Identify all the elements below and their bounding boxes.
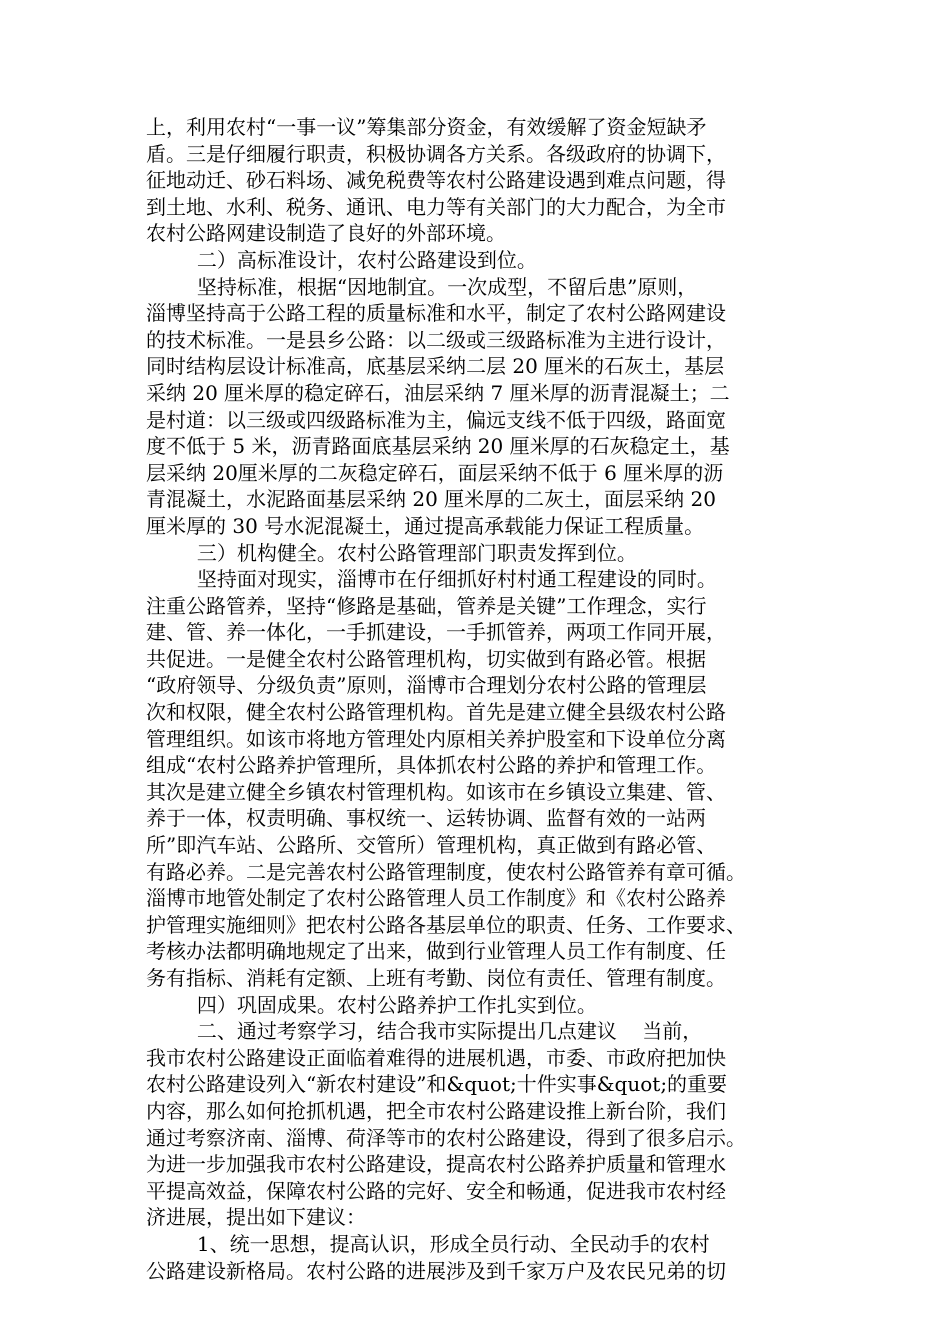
text-line: 三）机构健全。农村公路管理部门职责发挥到位。 [146, 540, 637, 565]
text-line: 有路必养。二是完善农村公路管理制度，使农村公路管养有章可循。 [146, 859, 746, 884]
text-line: 护管理实施细则》把农村公路各基层单位的职责、任务、工作要求、 [146, 912, 746, 937]
text-line: 所”即汽车站、公路所、交管所）管理机构，真正做到有路必管、 [146, 833, 717, 858]
text-line: 务有指标、消耗有定额、上班有考勤、岗位有责任、管理有制度。 [146, 966, 726, 990]
text-line: 是村道：以三级或四级路标准为主，偏远支线不低于四级，路面宽 [146, 407, 726, 432]
text-line: 淄博坚持高于公路工程的质量标准和水平，制定了农村公路网建设 [146, 301, 726, 326]
text-line: 坚持标准，根据“因地制宜。一次成型，不留后患”原则， [146, 274, 698, 299]
text-line: 采纳 20 厘米厚的稳定碎石，油层采纳 7 厘米厚的沥青混凝土；二 [146, 380, 730, 405]
text-line: 为进一步加强我市农村公路建设，提高农村公路养护质量和管理水 [146, 1152, 726, 1177]
text-line: 淄博市地管处制定了农村公路管理人员工作制度》和《农村公路养 [146, 886, 726, 911]
text-line: 养于一体，权责明确、事权统一、运转协调、监督有效的一站两 [146, 806, 706, 831]
text-line: 其次是建立健全乡镇农村管理机构。如该市在乡镇设立集建、管、 [146, 779, 726, 804]
text-line: 征地动迁、砂石料场、减免税费等农村公路建设遇到难点问题，得 [146, 168, 726, 193]
text-line: 上，利用农村“一事一议”筹集部分资金，有效缓解了资金短缺矛 [146, 115, 707, 139]
document-body [146, 114, 826, 1284]
text-line: 到土地、水利、税务、通讯、电力等有关部门的大力配合，为全市 [146, 194, 726, 219]
text-line: 同时结构层设计标准高，底基层采纳二层 20 厘米的石灰土，基层 [146, 354, 725, 379]
text-line: 通过考察济南、淄博、荷泽等市的农村公路建设，得到了很多启示。 [146, 1125, 746, 1150]
text-line: 济进展，提出如下建议： [146, 1205, 366, 1230]
text-line: 注重公路管养，坚持“修路是基础，管养是关键”工作理念，实行 [146, 593, 707, 618]
text-line: 坚持面对现实，淄博市在仔细抓好村村通工程建设的同时。 [146, 567, 717, 592]
text-line: 的技术标准。一是县乡公路：以二级或三级路标准为主进行设计， [146, 327, 726, 352]
text-line: 建、管、养一体化，一手抓建设，一手抓管养，两项工作同开展， [146, 620, 726, 645]
text-line: 农村公路建设列入“新农村建设”和&quot;十件实事&quot;的重要 [146, 1072, 728, 1097]
text-line: 青混凝土，水泥路面基层采纳 20 厘米厚的二灰土，面层采纳 20 [146, 487, 716, 512]
text-line: 考核办法都明确地规定了出来，做到行业管理人员工作有制度、任 [146, 939, 726, 964]
text-line: 我市农村公路建设正面临着难得的进展机遇，市委、市政府把加快 [146, 1045, 726, 1070]
text-line: 厘米厚的 30 号水泥混凝土，通过提高承载能力保证工程质量。 [146, 513, 705, 538]
text-line: 管理组织。如该市将地方管理处内原相关养护股室和下设单位分离 [146, 726, 726, 751]
text-line: 公路建设新格局。农村公路的进展涉及到千家万户及农民兄弟的切 [146, 1258, 726, 1283]
text-line: 内容，那么如何抢抓机遇，把全市农村公路建设推上新台阶，我们 [146, 1098, 726, 1123]
text-line: 盾。三是仔细履行职责，积极协调各方关系。各级政府的协调下， [146, 141, 726, 166]
text-line: 二、通过考察学习，结合我市实际提出几点建议 当前， [146, 1019, 703, 1044]
text-line: 共促进。一是健全农村公路管理机构，切实做到有路必管。根据 [146, 646, 706, 671]
text-line: 度不低于 5 米，沥青路面底基层采纳 20 厘米厚的石灰稳定土，基 [146, 434, 730, 459]
text-line: 1、统一思想，提高认识，形成全员行动、全民动手的农村 [146, 1231, 710, 1256]
text-line: 平提高效益，保障农村公路的完好、安全和畅通，促进我市农村经 [146, 1178, 726, 1203]
text-line: 四）巩固成果。农村公路养护工作扎实到位。 [146, 992, 597, 1017]
text-line: 次和权限，健全农村公路管理机构。首先是建立健全县级农村公路 [146, 700, 726, 725]
text-line: “政府领导、分级负责”原则，淄博市合理划分农村公路的管理层 [146, 673, 707, 698]
text-line: 二）高标准设计，农村公路建设到位。 [146, 247, 537, 272]
text-line: 农村公路网建设制造了良好的外部环境。 [146, 221, 506, 246]
text-line: 层采纳 20厘米厚的二灰稳定碎石，面层采纳不低于 6 厘米厚的沥 [146, 460, 724, 485]
text-line: 组成“农村公路养护管理所，具体抓农村公路的养护和管理工作。 [146, 753, 717, 778]
